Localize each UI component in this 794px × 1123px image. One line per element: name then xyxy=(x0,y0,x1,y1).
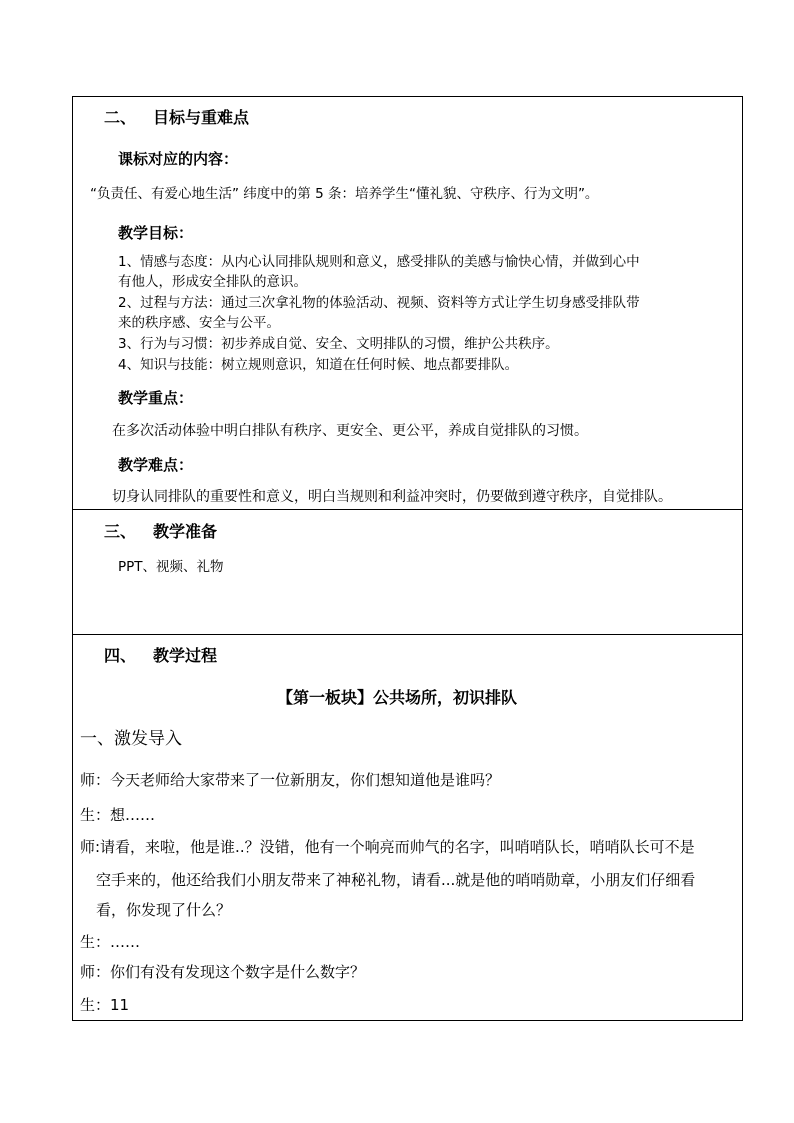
section-title: 教学准备 xyxy=(153,522,218,541)
dialogue-line: 生：…… xyxy=(80,933,141,951)
dialogue-line: 师：你们有没有发现这个数字是什么数字？ xyxy=(80,963,366,981)
table-divider xyxy=(72,509,743,510)
objective-line: 1、情感与态度：从内心认同排队规则和意义，感受排队的美感与愉快心情，并做到心中 xyxy=(118,254,640,270)
curriculum-label: 课标对应的内容： xyxy=(118,150,239,168)
block-title: 【第一板块】公共场所，初识排队 xyxy=(277,688,518,707)
dialogue-line: 师:请看，来啦，他是谁..？没错，他有一个响亮而帅气的名字，叫哨哨队长，哨哨队长可不是 xyxy=(80,838,695,856)
objective-line: 3、行为与习惯：初步养成自觉、安全、文明排队的习惯，维护公共秩序。 xyxy=(118,336,559,352)
dialogue-line: 师：今天老师给大家带来了一位新朋友，你们想知道他是谁吗？ xyxy=(80,771,501,789)
key-points-label: 教学重点： xyxy=(118,389,194,407)
curriculum-text: “负责任、有爱心地生活” 纬度中的第 5 条：培养学生“懂礼貌、守秩序、行为文明”。 xyxy=(90,186,599,202)
objective-line: 有他人，形成安全排队的意识。 xyxy=(118,274,307,290)
objectives-label: 教学目标： xyxy=(118,224,194,242)
section-title: 目标与重难点 xyxy=(153,108,250,127)
objective-line: 来的秩序感、安全与公平。 xyxy=(118,315,280,331)
subheading: 一、激发导入 xyxy=(80,729,182,749)
difficulties-text: 切身认同排队的重要性和意义，明白当规则和利益冲突时，仍要做到遵守秩序，自觉排队。 xyxy=(112,489,672,505)
dialogue-line: 看，你发现了什么？ xyxy=(96,901,232,919)
section-number: 四、 xyxy=(104,646,137,665)
dialogue-line: 生：11 xyxy=(80,996,130,1014)
dialogue-line: 空手来的，他还给我们小朋友带来了神秘礼物，请看...就是他的哨哨勋章，小朋友们仔细看 xyxy=(96,871,696,889)
difficulties-label: 教学难点： xyxy=(118,456,194,474)
table-divider xyxy=(72,634,743,635)
section-title: 教学过程 xyxy=(153,646,218,665)
objective-line: 2、过程与方法：通过三次拿礼物的体验活动、视频、资料等方式让学生切身感受排队带 xyxy=(118,295,640,311)
preparation-text: PPT、视频、礼物 xyxy=(118,559,224,575)
dialogue-line: 生：想…… xyxy=(80,806,156,824)
section-number: 三、 xyxy=(104,522,137,541)
key-points-text: 在多次活动体验中明白排队有秩序、更安全、更公平，养成自觉排队的习惯。 xyxy=(112,423,588,439)
objective-line: 4、知识与技能：树立规则意识，知道在任何时候、地点都要排队。 xyxy=(118,357,519,373)
section-number: 二、 xyxy=(104,108,137,127)
